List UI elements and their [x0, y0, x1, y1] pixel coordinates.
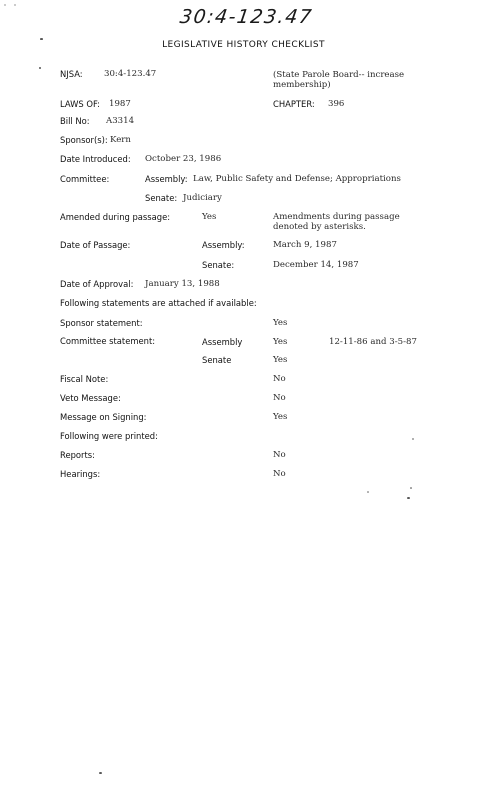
committee-senate-label: Senate: [145, 193, 178, 203]
committee-assembly-label: Assembly: [145, 174, 188, 184]
reports-label: Reports: [60, 450, 95, 460]
sponsor-label: Sponsor(s): [60, 135, 108, 145]
committee-statement-label: Committee statement: [60, 336, 156, 346]
scan-speck [410, 487, 412, 489]
subject-note: (State Parole Board-- increase membership) [273, 70, 405, 90]
veto-message-value: No [273, 393, 286, 403]
passage-assembly-label: Assembly: [202, 240, 245, 250]
date-of-passage-label: Date of Passage: [60, 240, 131, 250]
printed-heading: Following were printed: [60, 431, 158, 441]
committee-label: Committee: [60, 174, 110, 184]
amended-value: Yes [202, 212, 217, 222]
bill-no-value: A3314 [106, 116, 135, 126]
fiscal-note-value: No [273, 374, 286, 384]
message-on-signing-label: Message on Signing: [60, 412, 147, 422]
document-title: LEGISLATIVE HISTORY CHECKLIST [162, 40, 325, 50]
bill-no-label: Bill No: [60, 116, 90, 126]
njsa-label: NJSA: [60, 69, 83, 79]
laws-of-value: 1987 [109, 99, 131, 109]
hearings-label: Hearings: [60, 469, 101, 479]
hearings-value: No [273, 469, 286, 479]
scan-speck [407, 497, 410, 499]
chapter-label: CHAPTER: [273, 99, 315, 109]
laws-of-label: LAWS OF: [60, 99, 100, 109]
scan-speck [14, 4, 16, 6]
committee-statement-senate-value: Yes [273, 355, 288, 365]
scan-speck [4, 4, 6, 6]
committee-statement-senate-label: Senate [202, 355, 232, 365]
njsa-value: 30:4-123.47 [104, 69, 157, 79]
scan-speck [40, 38, 43, 40]
sponsor-statement-value: Yes [273, 318, 288, 328]
chapter-value: 396 [328, 99, 345, 109]
committee-senate-value: Judiciary [183, 193, 222, 203]
amended-label: Amended during passage: [60, 212, 171, 222]
scan-speck [367, 491, 369, 493]
committee-statement-assembly-value: Yes [273, 337, 288, 347]
passage-assembly-value: March 9, 1987 [273, 240, 337, 250]
sponsor-value: Kern [110, 135, 131, 145]
scan-speck [99, 772, 102, 774]
date-of-approval-label: Date of Approval: [60, 279, 134, 289]
attached-heading: Following statements are attached if available: [60, 298, 257, 308]
passage-senate-label: Senate: [202, 260, 235, 270]
scan-speck [39, 67, 41, 69]
sponsor-statement-label: Sponsor statement: [60, 318, 143, 328]
veto-message-label: Veto Message: [60, 393, 121, 403]
reports-value: No [273, 450, 286, 460]
committee-assembly-value: Law, Public Safety and Defense; Appropriations [193, 174, 401, 184]
message-on-signing-value: Yes [273, 412, 288, 422]
committee-statement-assembly-label: Assembly [202, 337, 243, 347]
amended-note: Amendments during passage denoted by asterisks. [273, 212, 400, 232]
fiscal-note-label: Fiscal Note: [60, 374, 109, 384]
committee-statement-assembly-dates: 12-11-86 and 3-5-87 [329, 337, 417, 347]
date-introduced-value: October 23, 1986 [145, 154, 222, 164]
scan-speck [412, 438, 414, 440]
passage-senate-value: December 14, 1987 [273, 260, 359, 270]
date-introduced-label: Date Introduced: [60, 154, 131, 164]
date-of-approval-value: January 13, 1988 [145, 279, 220, 289]
handwritten-statute-number: 30:4-123.47 [178, 6, 315, 28]
